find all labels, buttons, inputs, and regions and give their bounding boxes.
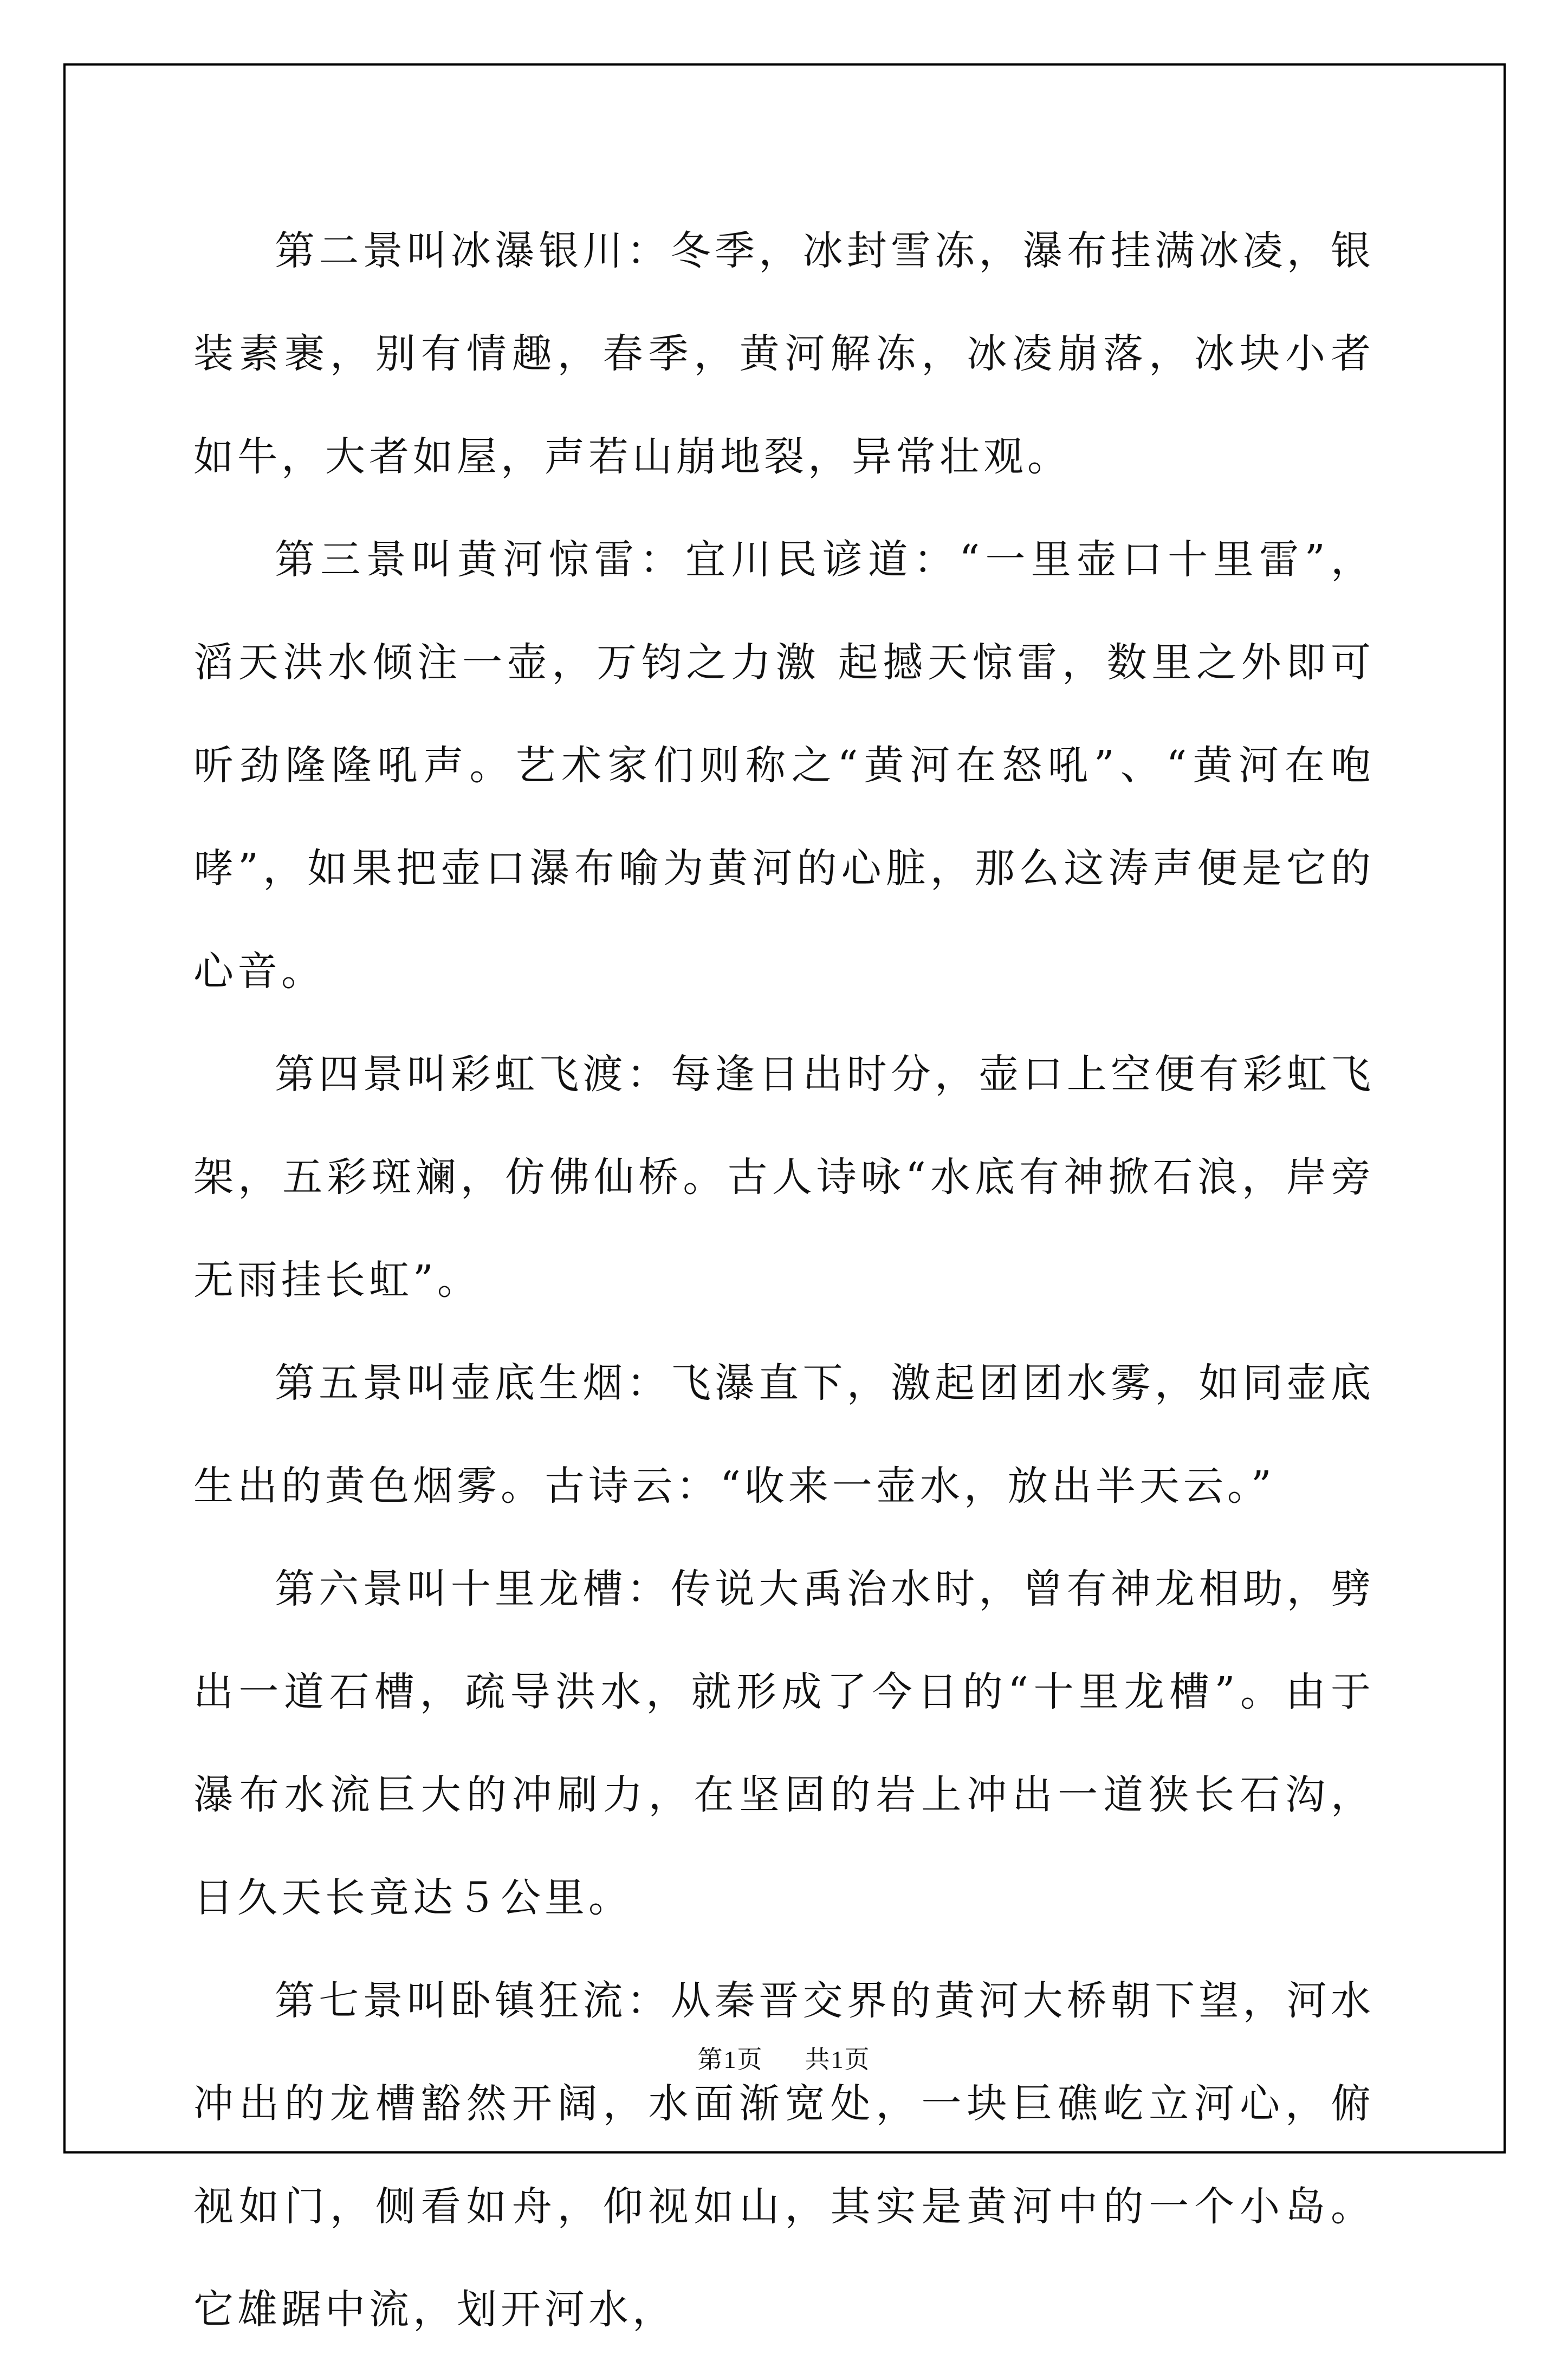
paragraph-scene-3: 第三景叫黄河惊雷：宜川民谚道：“一里壶口十里雷”，滔天洪水倾注一壶，万钧之力激 起撼天惊雷，数里之外即可听劲隆隆吼声。艺术家们则称之“黄河在怒吼”、“黄河在咆哮”，如果把壶口瀑布喻为黄河的心脏，那么这涛声便是它的心音。 (193, 536, 1375, 995)
document-body (193, 199, 1375, 2361)
page-number-total: 共1页 (805, 2046, 871, 2073)
paragraph-scene-2: 第二景叫冰瀑银川：冬季，冰封雪冻，瀑布挂满冰凌，银装素裹，别有情趣，春季，黄河解冻，冰凌崩落，冰块小者如牛，大者如屋，声若山崩地裂，异常壮观。 (193, 228, 1375, 480)
paragraph-scene-7: 第七景叫卧镇狂流：从秦晋交界的黄河大桥朝下望，河水冲出的龙槽豁然开阔，水面渐宽处，一块巨礁屹立河心，俯视如门，侧看如舟，仰视如山，其实是黄河中的一个小岛。它雄踞中流，划开河水， (193, 1977, 1375, 2333)
paragraph-scene-4: 第四景叫彩虹飞渡：每逢日出时分，壶口上空便有彩虹飞架，五彩斑斓，仿佛仙桥。古人诗咏“水底有神掀石浪，岸旁无雨挂长虹”。 (193, 1051, 1375, 1303)
paragraph-scene-6: 第六景叫十里龙槽：传说大禹治水时，曾有神龙相助，劈出一道石槽，疏导洪水，就形成了今日的“十里龙槽”。由于瀑布水流巨大的冲刷力，在坚固的岩上冲出一道狭长石沟，日久天长竟达５公里。 (193, 1566, 1375, 1921)
page-number-current: 第1页 (697, 2046, 763, 2073)
paragraph-scene-5: 第五景叫壶底生烟：飞瀑直下，激起团团水雾，如同壶底生出的黄色烟雾。古诗云：“收来一壶水，放出半天云。” (193, 1360, 1375, 1509)
page-footer (0, 2040, 1568, 2075)
